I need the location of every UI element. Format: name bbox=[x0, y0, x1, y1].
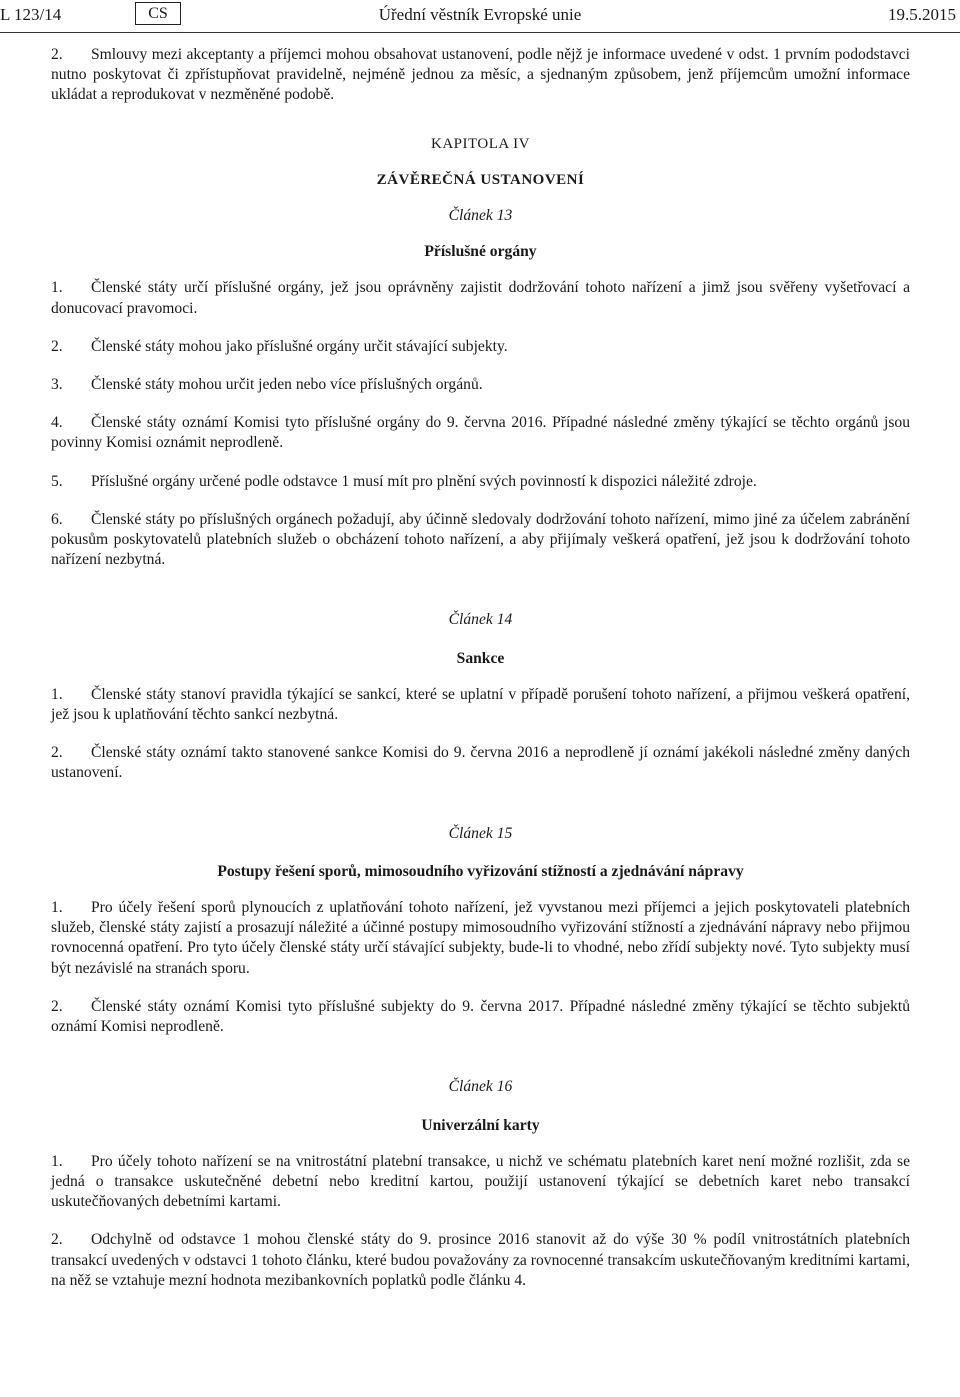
page-number: L 123/14 bbox=[0, 5, 62, 24]
paragraph-number: 2. bbox=[51, 46, 63, 63]
language-code-box: CS bbox=[135, 2, 181, 25]
paragraph-text: Pro účely tohoto nařízení se na vnitrostátní platební transakce, u nichž ve schématu platebních karet není možné rozlišit, zda se jedná o transakce uskutečněné debetní nebo kreditní kartou, použijí ustanovení týkající se debetních karet nebo transakcí uskutečňovaných debetními kartami. bbox=[51, 1152, 910, 1211]
article-13-paragraph bbox=[51, 337, 910, 357]
chapter-title: ZÁVĚREČNÁ USTANOVENÍ bbox=[376, 171, 585, 188]
paragraph-number: 1. bbox=[51, 1152, 63, 1170]
article-15-paragraph bbox=[51, 997, 910, 1037]
article-16-label: Článek 16 bbox=[448, 1078, 513, 1096]
article-15-label: Článek 15 bbox=[448, 824, 513, 842]
paragraph-text: Členské státy stanoví pravidla týkající se sankcí, které se uplatní v případě porušení tohoto nařízení, a přijmou veškerá opatření, jež jsou k uplatňování těchto sankcí nezbytná. bbox=[51, 685, 910, 724]
paragraph-text: Příslušné orgány určené podle odstavce 1 musí mít pro plnění svých povinností k dispozici náležité zdroje. bbox=[91, 472, 757, 490]
article-16-paragraph bbox=[51, 1152, 910, 1213]
paragraph-text: Odchylně od odstavce 1 mohou členské státy do 9. prosince 2016 stanovit až do výše 30 % podíl vnitrostátních platebních transakcí uvedených v odstavci 1 tohoto článku, které budou považovány za rovnocenné transakcím uskutečňovaným kreditními kartami, na něž se vztahuje mezní hodnota mezibankovních poplatků podle článku 4. bbox=[51, 1231, 910, 1289]
article-13-label: Článek 13 bbox=[448, 207, 513, 225]
article-14-title: Sankce bbox=[456, 649, 505, 667]
paragraph-number: 2. bbox=[51, 1231, 63, 1249]
article-14-paragraph bbox=[51, 685, 910, 725]
paragraph-number: 6. bbox=[51, 510, 63, 528]
article-13-paragraph bbox=[51, 375, 910, 395]
chapter-label: KAPITOLA IV bbox=[431, 135, 530, 152]
paragraph-number: 2. bbox=[51, 337, 63, 355]
paragraph-number: 2. bbox=[51, 997, 63, 1015]
paragraph-text: Členské státy oznámí Komisi tyto příslušné subjekty do 9. června 2017. Případné následné změny týkající se těchto subjektů oznámí Komisi neprodleně. bbox=[51, 997, 910, 1036]
article-13-paragraph bbox=[51, 278, 910, 318]
paragraph-number: 1. bbox=[51, 899, 63, 917]
paragraph-number: 1. bbox=[51, 279, 63, 297]
article-16-title: Univerzální karty bbox=[421, 1116, 540, 1134]
paragraph-text: Členské státy mohou jako příslušné orgány určit stávající subjekty. bbox=[91, 337, 508, 355]
article-13-paragraph bbox=[51, 472, 910, 492]
paragraph-text: Pro účely řešení sporů plynoucích z uplatňování tohoto nařízení, jež vyvstanou mezi příjemci a jejich poskytovateli platebních služeb, členské státy zajistí a prosazují náležité a účinné postupy mimosoudního vyřizování stížností a zjednávání nápravy nebo přijmou rovnocenná opatření. Pro tyto účely členské státy určí stávající subjekty, bude-li to vhodné, nebo zřídí subjekty nové. Tyto subjekty musí být nezávislé na stranách sporu. bbox=[51, 899, 910, 977]
paragraph-number: 1. bbox=[51, 685, 63, 703]
article-13-title: Příslušné orgány bbox=[424, 243, 537, 261]
publication-date: 19.5.2015 bbox=[888, 5, 956, 24]
article-14-label: Článek 14 bbox=[448, 611, 513, 629]
paragraph-text: Členské státy oznámí takto stanovené sankce Komisi do 9. června 2016 a neprodleně jí oznámí jakékoli následné změny daných ustanovení. bbox=[51, 744, 910, 782]
header-divider bbox=[0, 32, 960, 33]
paragraph-text: Členské státy oznámí Komisi tyto příslušné orgány do 9. června 2016. Případné následné změny týkající se těchto orgánů jsou povinny Komisi oznámit neprodleně. bbox=[51, 414, 910, 452]
article-13-paragraph bbox=[51, 413, 910, 453]
article-13-paragraph bbox=[51, 510, 910, 571]
paragraph-text: Smlouvy mezi akceptanty a příjemci mohou obsahovat ustanovení, podle nějž je informace uvedené v odst. 1 prvním pododstavci nutno poskytovat či zpřístupňovat pravidelně, nejméně jednou za měsíc, a sjednaným způsobem, jenž příjemcům umožní informace ukládat a reprodukovat v nezměněné podobě. bbox=[51, 46, 910, 104]
paragraph-number: 5. bbox=[51, 472, 63, 490]
intro-paragraph bbox=[51, 45, 910, 106]
article-15-paragraph bbox=[51, 898, 910, 979]
paragraph-text: Členské státy po příslušných orgánech požadují, aby účinně sledovaly dodržování tohoto nařízení, mimo jiné za účelem zabránění pokusům poskytovatelů platebních služeb o obcházení tohoto nařízení, a aby přijímaly veškerá opatření, jež jsou k dodržování tohoto nařízení nezbytná. bbox=[51, 510, 910, 569]
journal-title: Úřední věstník Evropské unie bbox=[378, 5, 582, 24]
page-header bbox=[0, 0, 960, 32]
paragraph-number: 2. bbox=[51, 744, 63, 762]
document-body bbox=[51, 45, 910, 1291]
article-14-paragraph bbox=[51, 743, 910, 783]
paragraph-number: 4. bbox=[51, 414, 63, 432]
article-16-paragraph bbox=[51, 1230, 910, 1291]
paragraph-number: 3. bbox=[51, 376, 63, 394]
paragraph-text: Členské státy mohou určit jeden nebo více příslušných orgánů. bbox=[91, 376, 483, 394]
article-15-title: Postupy řešení sporů, mimosoudního vyřizování stížností a zjednávání nápravy bbox=[217, 862, 744, 880]
paragraph-text: Členské státy určí příslušné orgány, jež jsou oprávněny zajistit dodržování tohoto nařízení a jimž jsou svěřeny vyšetřovací a donucovací pravomoci. bbox=[51, 279, 910, 317]
